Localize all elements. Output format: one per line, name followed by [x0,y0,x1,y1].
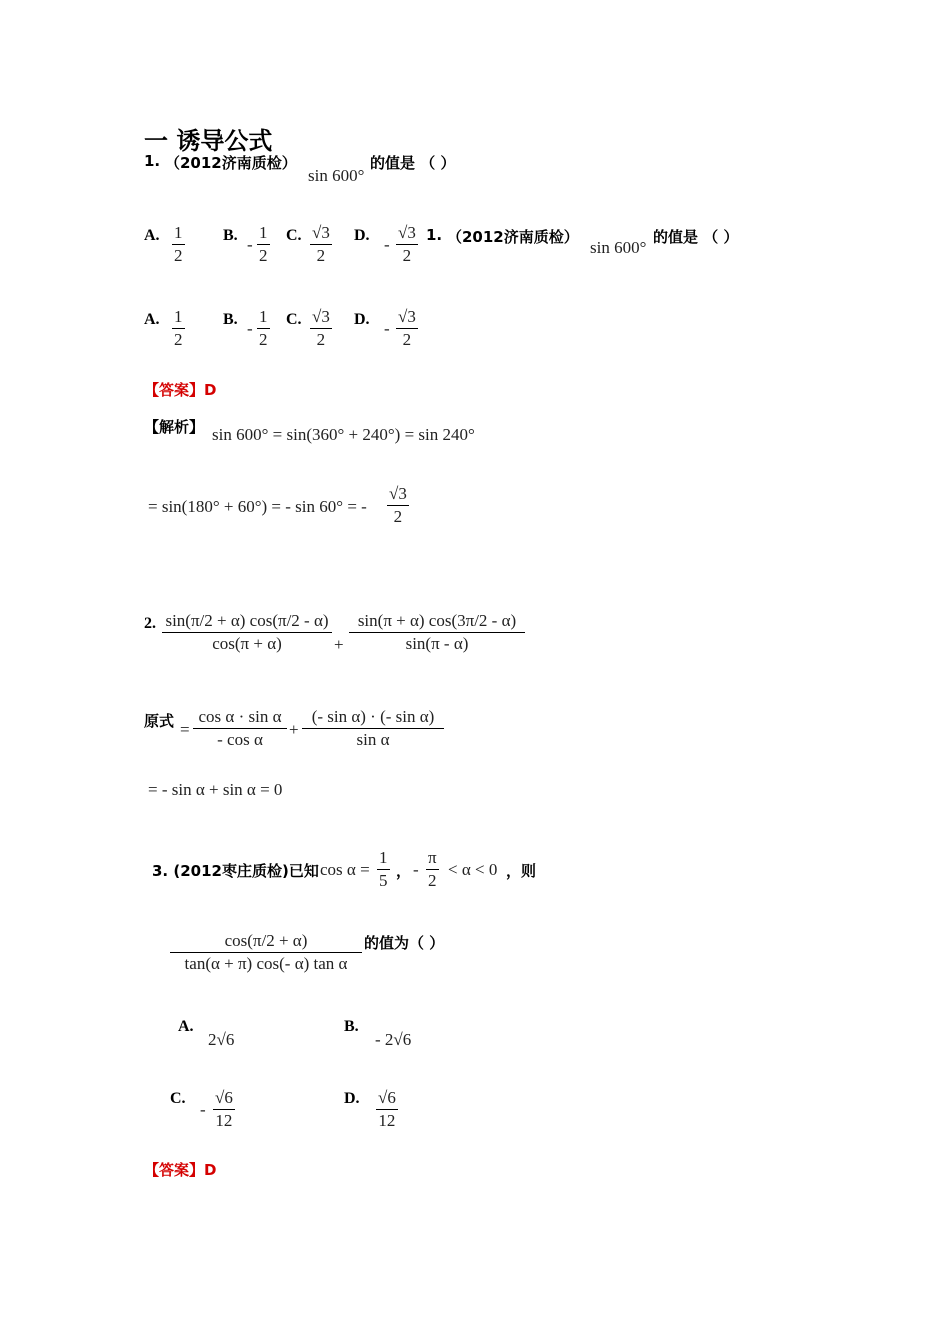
q1-analysis-tag: 【解析】 [144,418,205,436]
q2-original-label: 原式 [144,712,175,730]
q1-option-d-sign: - [384,235,390,254]
q3-option-b-value: - 2√6 [375,1030,412,1049]
q1-option-c-label: C. [286,227,302,244]
q1-option-a-label: A. [144,227,160,244]
section-heading: 一 诱导公式 [144,127,273,155]
q1-option-b-fraction: 1 2 [259,223,268,265]
q1-analysis-line2: = sin(180° + 60°) = - sin 60° = - [148,497,367,516]
q3-option-a-value: 2√6 [208,1030,235,1049]
q1-option-a-fraction: 1 2 [174,223,183,265]
q2-step-fraction-2: (- sin α) · (- sin α) sin α [302,706,444,751]
q2-step-plus: + [289,720,299,739]
q1-repeat-option-d-fraction: √3 2 [398,307,416,349]
q3-option-c-sign: - [200,1100,206,1119]
q3-prompt: 的值为（ ） [364,934,445,952]
q1-answer: 【答案】D [144,381,217,399]
q1-option-c-fraction: √3 2 [312,223,330,265]
q3-stem-prefix: 3. (2012枣庄质检)已知 [152,862,319,880]
q1-source: （2012济南质检） [165,154,297,172]
q3-then: ，则 [506,862,537,880]
q1-option-b-sign: - [247,235,253,254]
q1-analysis-line2-fraction: √3 2 [389,484,407,526]
q1-repeat-option-a-label: A. [144,311,160,328]
q3-expression-fraction: cos(π/2 + α) tan(α + π) cos(- α) tan α [170,930,362,975]
q3-option-d-label: D. [344,1090,360,1107]
q3-option-d-fraction: √6 12 [378,1088,396,1130]
q1-option-d-fraction: √3 2 [398,223,416,265]
q1-number: 1. [144,152,161,170]
q1-repeat-option-d-label: D. [354,311,370,328]
q1-repeat-option-d-sign: - [384,319,390,338]
q1-repeat-option-b-label: B. [223,311,238,328]
q2-fraction-2: sin(π + α) cos(3π/2 - α) sin(π - α) [349,610,525,655]
q1-prompt: 的值是 （ ） [370,154,456,172]
q1-repeat-prompt: 的值是 （ ） [653,228,739,246]
q3-condition-2-sign: - [413,860,419,879]
q1-repeat-option-b-sign: - [247,319,253,338]
q3-option-c-label: C. [170,1090,186,1107]
q1-repeat-source: （2012济南质检） [447,228,579,246]
q3-condition-2-fraction: π 2 [428,848,437,890]
q2-plus: + [334,635,344,654]
q1-analysis-line1: sin 600° = sin(360° + 240°) = sin 240° [212,425,475,444]
q2-step-fraction-1: cos α · sin α - cos α [193,706,287,751]
q1-repeat-expression: sin 600° [590,238,647,257]
q3-option-b-label: B. [344,1018,359,1035]
q3-option-a-label: A. [178,1018,194,1035]
q2-equals: = [180,720,190,739]
q1-repeat-option-c-label: C. [286,311,302,328]
q1-option-b-label: B. [223,227,238,244]
q3-condition-2-rest: < α < 0 [448,860,498,879]
q1-repeat-option-c-fraction: √3 2 [312,307,330,349]
q2-fraction-1: sin(π/2 + α) cos(π/2 - α) cos(π + α) [162,610,332,655]
q3-condition-1-lhs: cos α = [320,860,370,879]
q1-repeat-option-b-fraction: 1 2 [259,307,268,349]
q1-repeat-number: 1. [426,226,443,244]
q1-repeat-option-a-fraction: 1 2 [174,307,183,349]
q1-option-d-label: D. [354,227,370,244]
q2-result: = - sin α + sin α = 0 [148,780,283,799]
q1-expression: sin 600° [308,166,365,185]
q3-option-c-fraction: √6 12 [215,1088,233,1130]
q3-condition-1-fraction: 1 5 [379,848,388,890]
q2-number: 2. [144,615,156,632]
q3-answer: 【答案】D [144,1161,217,1179]
q3-comma: ， [396,862,412,880]
